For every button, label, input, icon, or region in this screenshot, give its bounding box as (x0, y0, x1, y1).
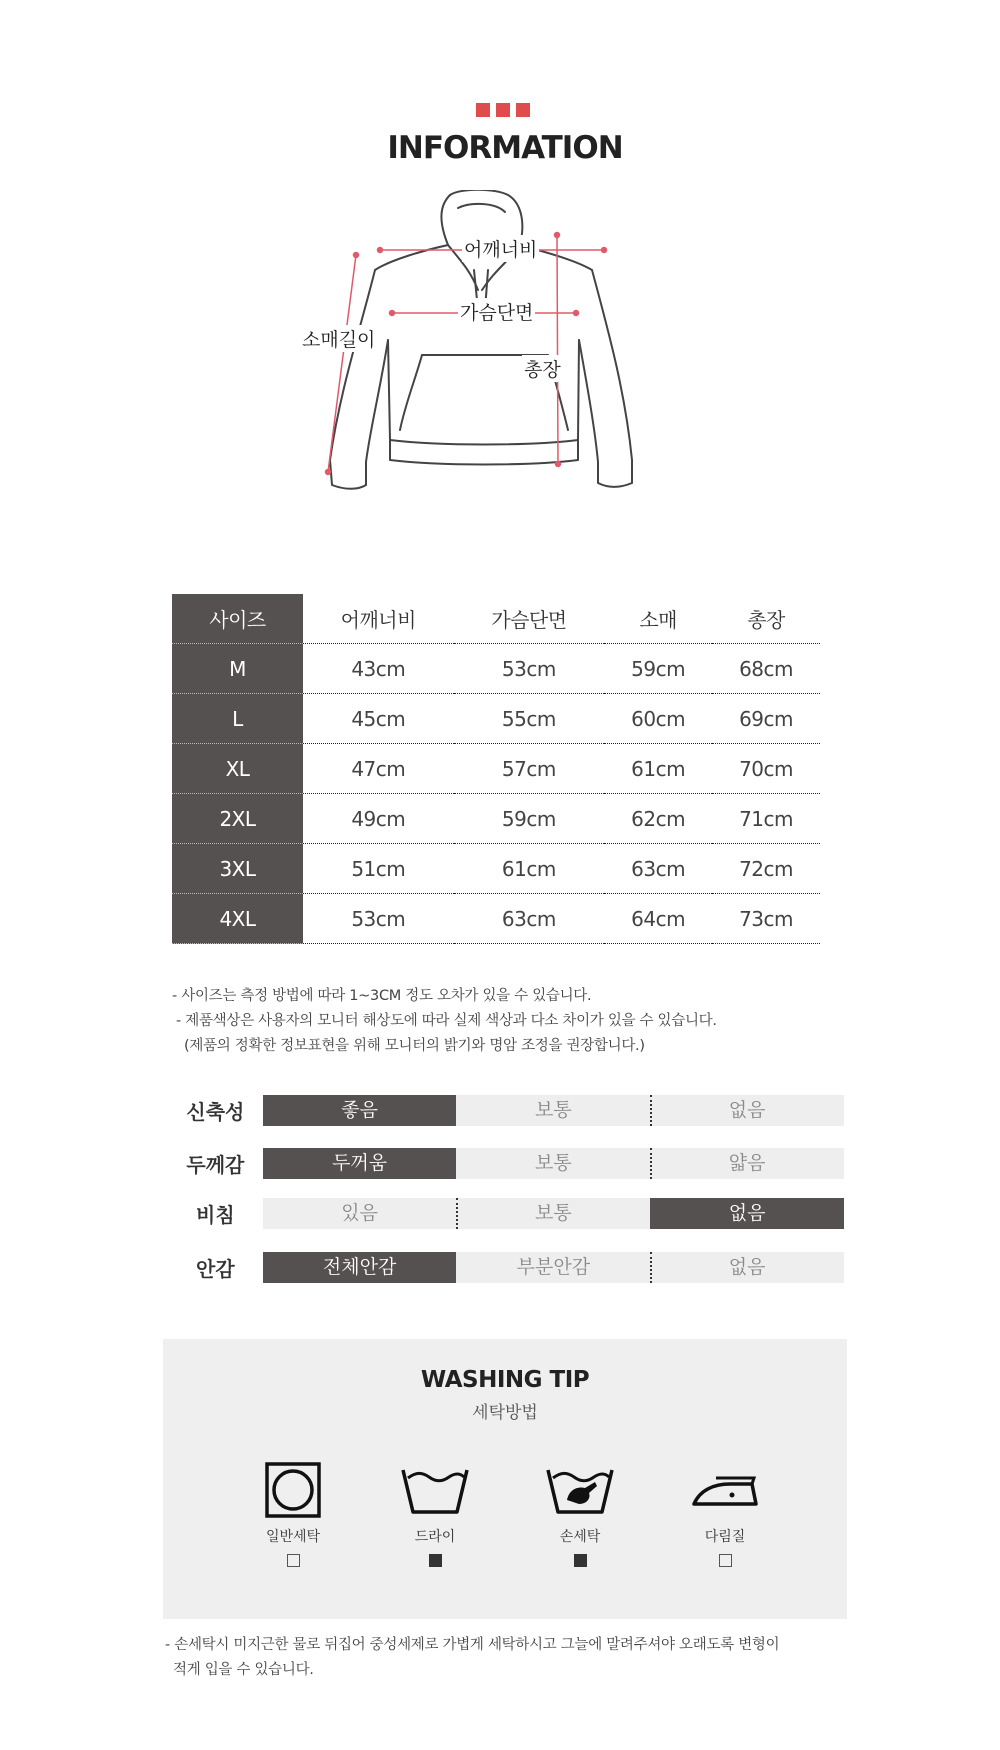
footnote-line: - 손세탁시 미지근한 물로 뒤집어 중성세제로 가볍게 세탁하시고 그늘에 말려주셔야 오래도록 변형이 (165, 1637, 780, 1653)
attribute-transparency (168, 1198, 844, 1229)
wash-label: 다림질 (704, 1529, 746, 1545)
wash-label: 드라이 (414, 1529, 456, 1545)
table-cell: 53cm (303, 894, 454, 944)
attribute-option: 얇음 (650, 1148, 844, 1179)
table-cell: 61cm (454, 844, 605, 894)
wash-label: 일반세탁 (265, 1529, 321, 1545)
attribute-option: 보통 (456, 1198, 650, 1229)
footnote-line: 적게 입을 수 있습니다. (173, 1662, 314, 1678)
note-line: (제품의 정확한 정보표현을 위해 모니터의 밝기와 명암 조정을 권장합니다.) (184, 1038, 645, 1054)
wash-checkbox (287, 1554, 300, 1567)
deco-square (496, 103, 510, 117)
table-row (172, 844, 820, 894)
washing-footnote (165, 1633, 865, 1683)
table-cell: 73cm (712, 894, 820, 944)
attribute-stretch (168, 1095, 844, 1126)
size-cell: M (172, 644, 303, 694)
table-cell: 59cm (454, 794, 605, 844)
header-decoration (476, 103, 531, 117)
size-cell: 3XL (172, 844, 303, 894)
sleeve-label: 소매길이 (300, 325, 377, 352)
chest-label: 가슴단면 (458, 298, 535, 325)
wash-checkbox (574, 1554, 587, 1567)
size-notes (172, 984, 892, 1059)
table-cell: 51cm (303, 844, 454, 894)
table-row (172, 744, 820, 794)
header-shoulder: 어깨너비 (303, 594, 454, 644)
length-label: 총장 (522, 355, 563, 382)
table-cell: 55cm (454, 694, 605, 744)
tumble-dry-icon (263, 1460, 323, 1520)
size-cell: 2XL (172, 794, 303, 844)
table-header-row (172, 594, 820, 644)
table-cell: 62cm (604, 794, 712, 844)
table-cell: 47cm (303, 744, 454, 794)
table-cell: 72cm (712, 844, 820, 894)
attribute-lining (168, 1252, 844, 1283)
attribute-option: 보통 (456, 1148, 650, 1179)
washing-subtitle: 세탁방법 (472, 1403, 538, 1423)
table-row (172, 894, 820, 944)
attribute-option: 부분안감 (456, 1252, 650, 1283)
iron-icon (690, 1460, 760, 1520)
table-cell: 45cm (303, 694, 454, 744)
table-cell: 57cm (454, 744, 605, 794)
attribute-option: 두꺼움 (263, 1148, 457, 1179)
attribute-option: 보통 (456, 1095, 650, 1126)
hoodie-diagram (290, 190, 670, 540)
deco-square (516, 103, 530, 117)
table-cell: 63cm (454, 894, 605, 944)
attribute-label: 비침 (196, 1203, 235, 1227)
attribute-option: 좋음 (263, 1095, 457, 1126)
attribute-label: 안감 (196, 1257, 235, 1281)
wash-item-normal (233, 1460, 353, 1567)
note-line: - 제품색상은 사용자의 모니터 해상도에 따라 실제 색상과 다소 차이가 있을 수 있습니다. (176, 1013, 717, 1029)
wash-checkbox (429, 1554, 442, 1567)
attribute-label: 두께감 (186, 1153, 245, 1177)
wash-label: 손세탁 (559, 1529, 601, 1545)
table-row (172, 644, 820, 694)
shoulder-label: 어깨너비 (462, 235, 539, 262)
table-cell: 64cm (604, 894, 712, 944)
attribute-thickness (168, 1148, 844, 1179)
table-cell: 59cm (604, 644, 712, 694)
size-cell: 4XL (172, 894, 303, 944)
table-cell: 60cm (604, 694, 712, 744)
header-chest: 가슴단면 (454, 594, 605, 644)
table-cell: 70cm (712, 744, 820, 794)
header-sleeve: 소매 (604, 594, 712, 644)
washing-title: WASHING TIP (420, 1367, 590, 1393)
deco-square (476, 103, 490, 117)
size-cell: L (172, 694, 303, 744)
wash-checkbox (719, 1554, 732, 1567)
size-cell: XL (172, 744, 303, 794)
note-line: - 사이즈는 측정 방법에 따라 1~3CM 정도 오차가 있을 수 있습니다. (172, 988, 592, 1004)
attribute-label: 신축성 (186, 1100, 245, 1124)
table-cell: 53cm (454, 644, 605, 694)
table-cell: 63cm (604, 844, 712, 894)
wash-item-iron (665, 1460, 785, 1567)
table-row (172, 694, 820, 744)
table-cell: 61cm (604, 744, 712, 794)
wash-item-hand (520, 1460, 640, 1567)
table-cell: 68cm (712, 644, 820, 694)
attribute-option: 전체안감 (263, 1252, 457, 1283)
size-table (172, 594, 820, 944)
attribute-option: 없음 (650, 1198, 844, 1229)
table-cell: 71cm (712, 794, 820, 844)
page-title: INFORMATION (387, 130, 623, 166)
hand-wash-icon (545, 1460, 615, 1520)
wash-item-dry (375, 1460, 495, 1567)
attribute-option: 있음 (263, 1198, 457, 1229)
table-cell: 49cm (303, 794, 454, 844)
attribute-option: 없음 (650, 1252, 844, 1283)
table-cell: 69cm (712, 694, 820, 744)
wash-tub-icon (400, 1460, 470, 1520)
attribute-option: 없음 (650, 1095, 844, 1126)
table-row (172, 794, 820, 844)
header-size: 사이즈 (172, 594, 303, 644)
table-cell: 43cm (303, 644, 454, 694)
header-length: 총장 (712, 594, 820, 644)
